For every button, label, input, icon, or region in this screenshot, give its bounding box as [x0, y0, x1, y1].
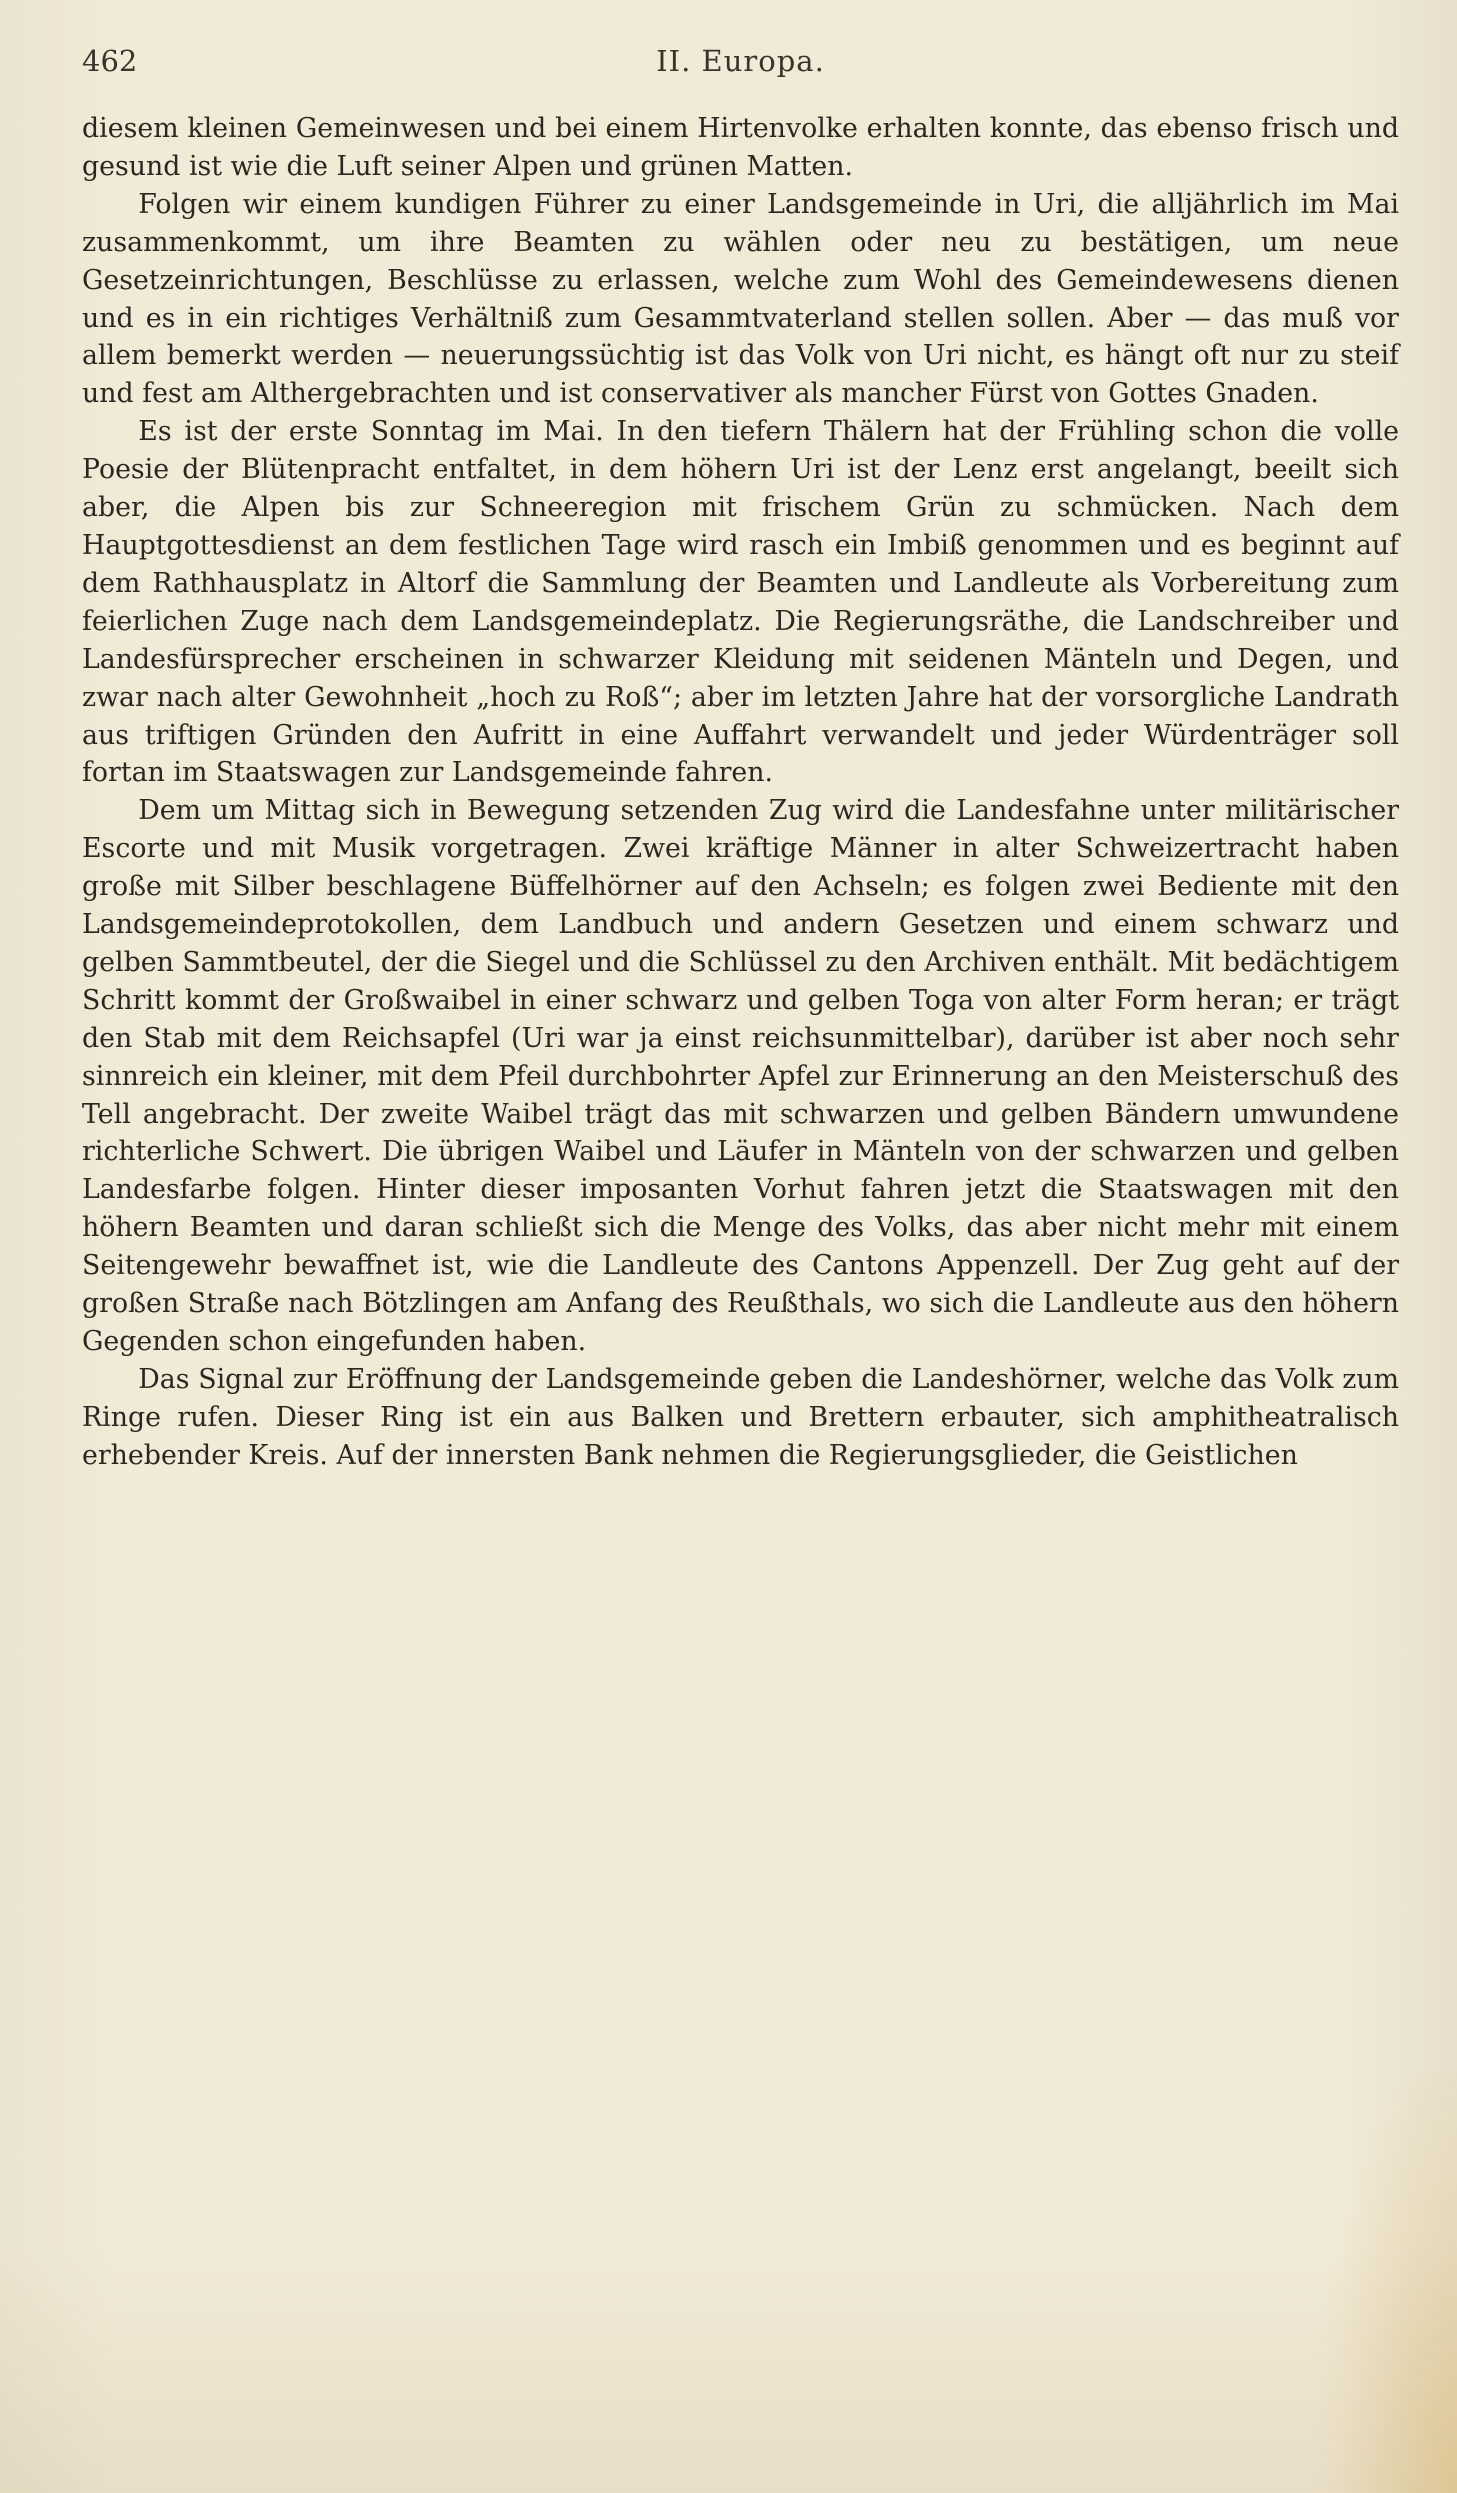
running-head: [82, 44, 1399, 92]
paragraph-landsgemeinde-uri: Folgen wir einem kundigen Führer zu einer Landsgemeinde in Uri, die alljährlich im Mai zusammenkommt, um ihre Beamten zu wählen oder neu zu bestätigen, um neue Gesetzeinrichtungen, Beschlüsse zu erlassen, welche zum Wohl des Gemeindewesens dienen und es in ein richtiges Verhältniß zum Gesammtvaterland stellen sollen. Aber — das muß vor allem bemerkt werden — neuerungssüchtig ist das Volk von Uri nicht, es hängt oft nur zu steif und fest am Althergebrachten und ist conservativer als mancher Fürst von Gottes Gnaden.: [82, 188, 1399, 410]
paragraph-continuation: diesem kleinen Gemeinwesen und bei einem Hirtenvolke erhalten konnte, das ebenso frisch und gesund ist wie die Luft seiner Alpen und grünen Matten.: [82, 113, 1399, 182]
paragraph-opening-signal: Das Signal zur Eröffnung der Landsgemeinde geben die Landeshörner, welche das Volk zum Ringe rufen. Dieser Ring ist ein aus Balken und Brettern erbauter, sich amphitheatralisch erhebender Kreis. Auf der innersten Bank nehmen die Regierungsglieder, die Geistlichen: [82, 1363, 1399, 1471]
paragraph-first-sunday-may: Es ist der erste Sonntag im Mai. In den tiefern Thälern hat der Frühling schon die volle Poesie der Blütenpracht entfaltet, in dem höhern Uri ist der Lenz erst angelangt, beeilt sich aber, die Alpen bis zur Schneeregion mit frischem Grün zu schmücken. Nach dem Hauptgottesdienst an dem festlichen Tage wird rasch ein Imbiß genommen und es beginnt auf dem Rathhausplatz in Altorf die Sammlung der Beamten und Landleute als Vorbereitung zum feierlichen Zuge nach dem Landsgemeindeplatz. Die Regierungsräthe, die Landschreiber und Landesfürsprecher erscheinen in schwarzer Kleidung mit seidenen Mänteln und Degen, und zwar nach alter Gewohnheit „hoch zu Roß“; aber im letzten Jahre hat der vorsorgliche Landrath aus triftigen Gründen den Aufritt in eine Auffahrt verwandelt und jeder Würdenträger soll fortan im Staatswagen zur Landsgemeinde fahren.: [82, 416, 1399, 789]
paragraph-procession: Dem um Mittag sich in Bewegung setzenden Zug wird die Landesfahne unter militärischer Escorte und mit Musik vorgetragen. Zwei kräftige Männer in alter Schweizertracht haben große mit Silber beschlagene Büffelhörner auf den Achseln; es folgen zwei Bediente mit den Landsgemeindeprotokollen, dem Landbuch und andern Gesetzen und einem schwarz und gelben Sammtbeutel, der die Siegel und die Schlüssel zu den Archiven enthält. Mit bedächtigem Schritt kommt der Großwaibel in einer schwarz und gelben Toga von alter Form heran; er trägt den Stab mit dem Reichsapfel (Uri war ja einst reichsunmittelbar), darüber ist aber noch sehr sinnreich ein kleiner, mit dem Pfeil durchbohrter Apfel zur Erinnerung an den Meisterschuß des Tell angebracht. Der zweite Waibel trägt das mit schwarzen und gelben Bändern umwundene richterliche Schwert. Die übrigen Waibel und Läufer in Mänteln von der schwarzen und gelben Landesfarbe folgen. Hinter dieser imposanten Vorhut fahren jetzt die Staatswagen mit den höhern Beamten und daran schließt sich die Menge des Volks, das aber nicht mehr mit einem Seitengewehr bewaffnet ist, wie die Landleute des Cantons Appenzell. Der Zug geht auf der großen Straße nach Bötzlingen am Anfang des Reußthals, wo sich die Landleute aus den höhern Gegenden schon eingefunden haben.: [82, 795, 1399, 1357]
running-title: II. Europa.: [656, 44, 825, 78]
paper-stain: [1317, 2073, 1457, 2493]
page-number: 462: [82, 44, 138, 78]
body-text: [82, 110, 1399, 1475]
